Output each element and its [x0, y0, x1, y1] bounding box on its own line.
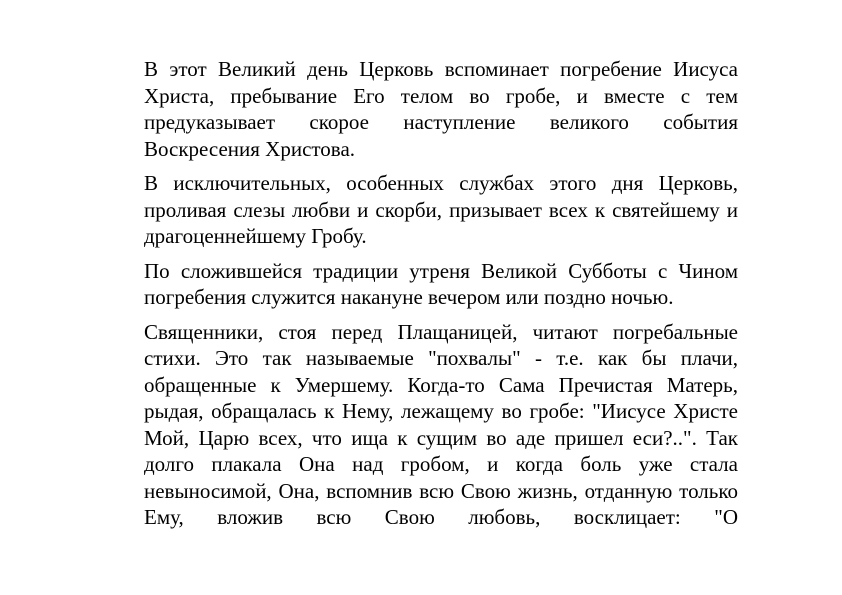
- paragraph-3: По сложившейся традиции утреня Великой Субботы с Чином погребения служится накануне вечером или поздно ночью.: [144, 258, 738, 309]
- paragraph-2: В исключительных, особенных службах этого дня Церковь, проливая слезы любви и скорби, призывает всех к святейшему и драгоценнейшему Гробу.: [144, 171, 738, 248]
- paragraph-4: Священники, стоя перед Плащаницей, читают погребальные стихи. Это так называемые "похвалы" - т.е. как бы плачи, обращенные к Умершему. Когда-то Сама Пречистая Матерь, рыдая, обращалась к Нему, лежащему во гробе: "Иисусе Христе Мой, Царю всех, что ища к сущим во аде пришел еси?..". Так долго плакала Она над гробом, и когда боль уже стала невыносимой, Она, вспомнив всю Свою жизнь, отданную только Ему, вложив всю Свою любовь, восклицает: "О: [144, 319, 738, 529]
- body-text: [144, 56, 738, 539]
- paragraph-1: В этот Великий день Церковь вспоминает погребение Иисуса Христа, пребывание Его телом во гробе, и вместе с тем предуказывает скорое наступление великого события Воскресения Христова.: [144, 57, 738, 161]
